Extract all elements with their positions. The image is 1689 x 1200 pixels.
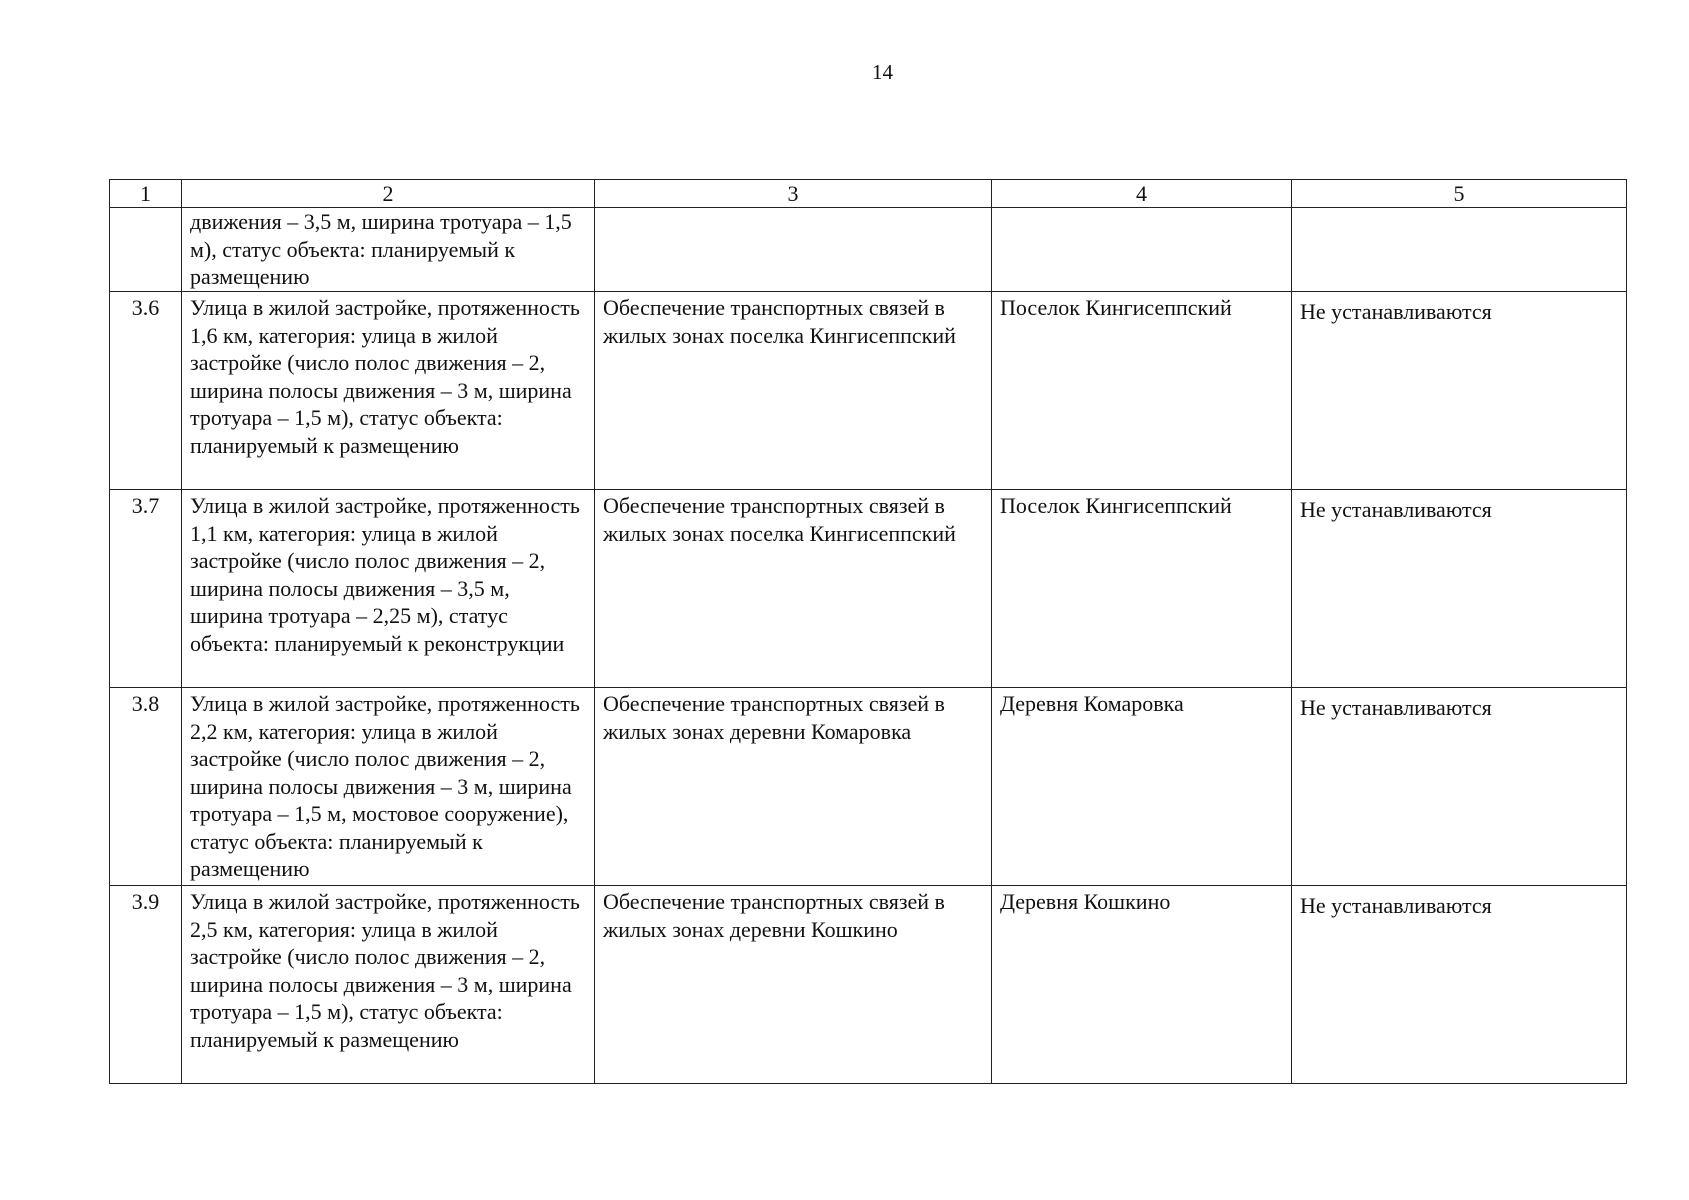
zones-cell: Не устанавливаются bbox=[1292, 886, 1627, 1084]
column-header-2: 2 bbox=[182, 180, 595, 208]
purpose-cell: Обеспечение транспортных связей в жилых зонах поселка Кингисеппский bbox=[595, 490, 992, 688]
zones-cell: Не устанавливаются bbox=[1292, 490, 1627, 688]
row-number-cell: 3.9 bbox=[110, 886, 182, 1084]
location-cell: Деревня Комаровка bbox=[992, 688, 1292, 886]
row-number-cell: 3.8 bbox=[110, 688, 182, 886]
table-row bbox=[110, 886, 1627, 1084]
zones-cell: Не устанавливаются bbox=[1292, 688, 1627, 886]
row-number-cell: 3.7 bbox=[110, 490, 182, 688]
column-header-5: 5 bbox=[1292, 180, 1627, 208]
column-header-3: 3 bbox=[595, 180, 992, 208]
table-row-continuation bbox=[110, 208, 1627, 292]
table-row bbox=[110, 490, 1627, 688]
purpose-cell: Обеспечение транспортных связей в жилых зонах деревни Комаровка bbox=[595, 688, 992, 886]
purpose-cell bbox=[595, 208, 992, 292]
column-header-1: 1 bbox=[110, 180, 182, 208]
row-number-cell bbox=[110, 208, 182, 292]
location-cell: Поселок Кингисеппский bbox=[992, 292, 1292, 490]
description-cell: Улица в жилой застройке, протяженность 2,2 км, категория: улица в жилой застройке (число полос движения – 2, ширина полосы движения – 3 м, ширина тротуара – 1,5 м, мостовое сооружение), статус объекта: планируемый к размещению bbox=[182, 688, 595, 886]
table-row bbox=[110, 688, 1627, 886]
location-cell: Поселок Кингисеппский bbox=[992, 490, 1292, 688]
row-number-cell: 3.6 bbox=[110, 292, 182, 490]
location-cell bbox=[992, 208, 1292, 292]
planning-table bbox=[109, 179, 1627, 1084]
table-header-row bbox=[110, 180, 1627, 208]
page-number: 14 bbox=[872, 60, 893, 84]
purpose-cell: Обеспечение транспортных связей в жилых зонах поселка Кингисеппский bbox=[595, 292, 992, 490]
table-row bbox=[110, 292, 1627, 490]
location-cell: Деревня Кошкино bbox=[992, 886, 1292, 1084]
column-header-4: 4 bbox=[992, 180, 1292, 208]
purpose-cell: Обеспечение транспортных связей в жилых зонах деревни Кошкино bbox=[595, 886, 992, 1084]
zones-cell bbox=[1292, 208, 1627, 292]
zones-cell: Не устанавливаются bbox=[1292, 292, 1627, 490]
description-cell: Улица в жилой застройке, протяженность 1,1 км, категория: улица в жилой застройке (число полос движения – 2, ширина полосы движения – 3,5 м, ширина тротуара – 2,25 м), статус объекта: планируемый к реконструкции bbox=[182, 490, 595, 688]
description-cell: движения – 3,5 м, ширина тротуара – 1,5 м), статус объекта: планируемый к размещению bbox=[182, 208, 595, 292]
description-cell: Улица в жилой застройке, протяженность 1,6 км, категория: улица в жилой застройке (число полос движения – 2, ширина полосы движения – 3 м, ширина тротуара – 1,5 м), статус объекта: планируемый к размещению bbox=[182, 292, 595, 490]
description-cell: Улица в жилой застройке, протяженность 2,5 км, категория: улица в жилой застройке (число полос движения – 2, ширина полосы движения – 3 м, ширина тротуара – 1,5 м), статус объекта: планируемый к размещению bbox=[182, 886, 595, 1084]
